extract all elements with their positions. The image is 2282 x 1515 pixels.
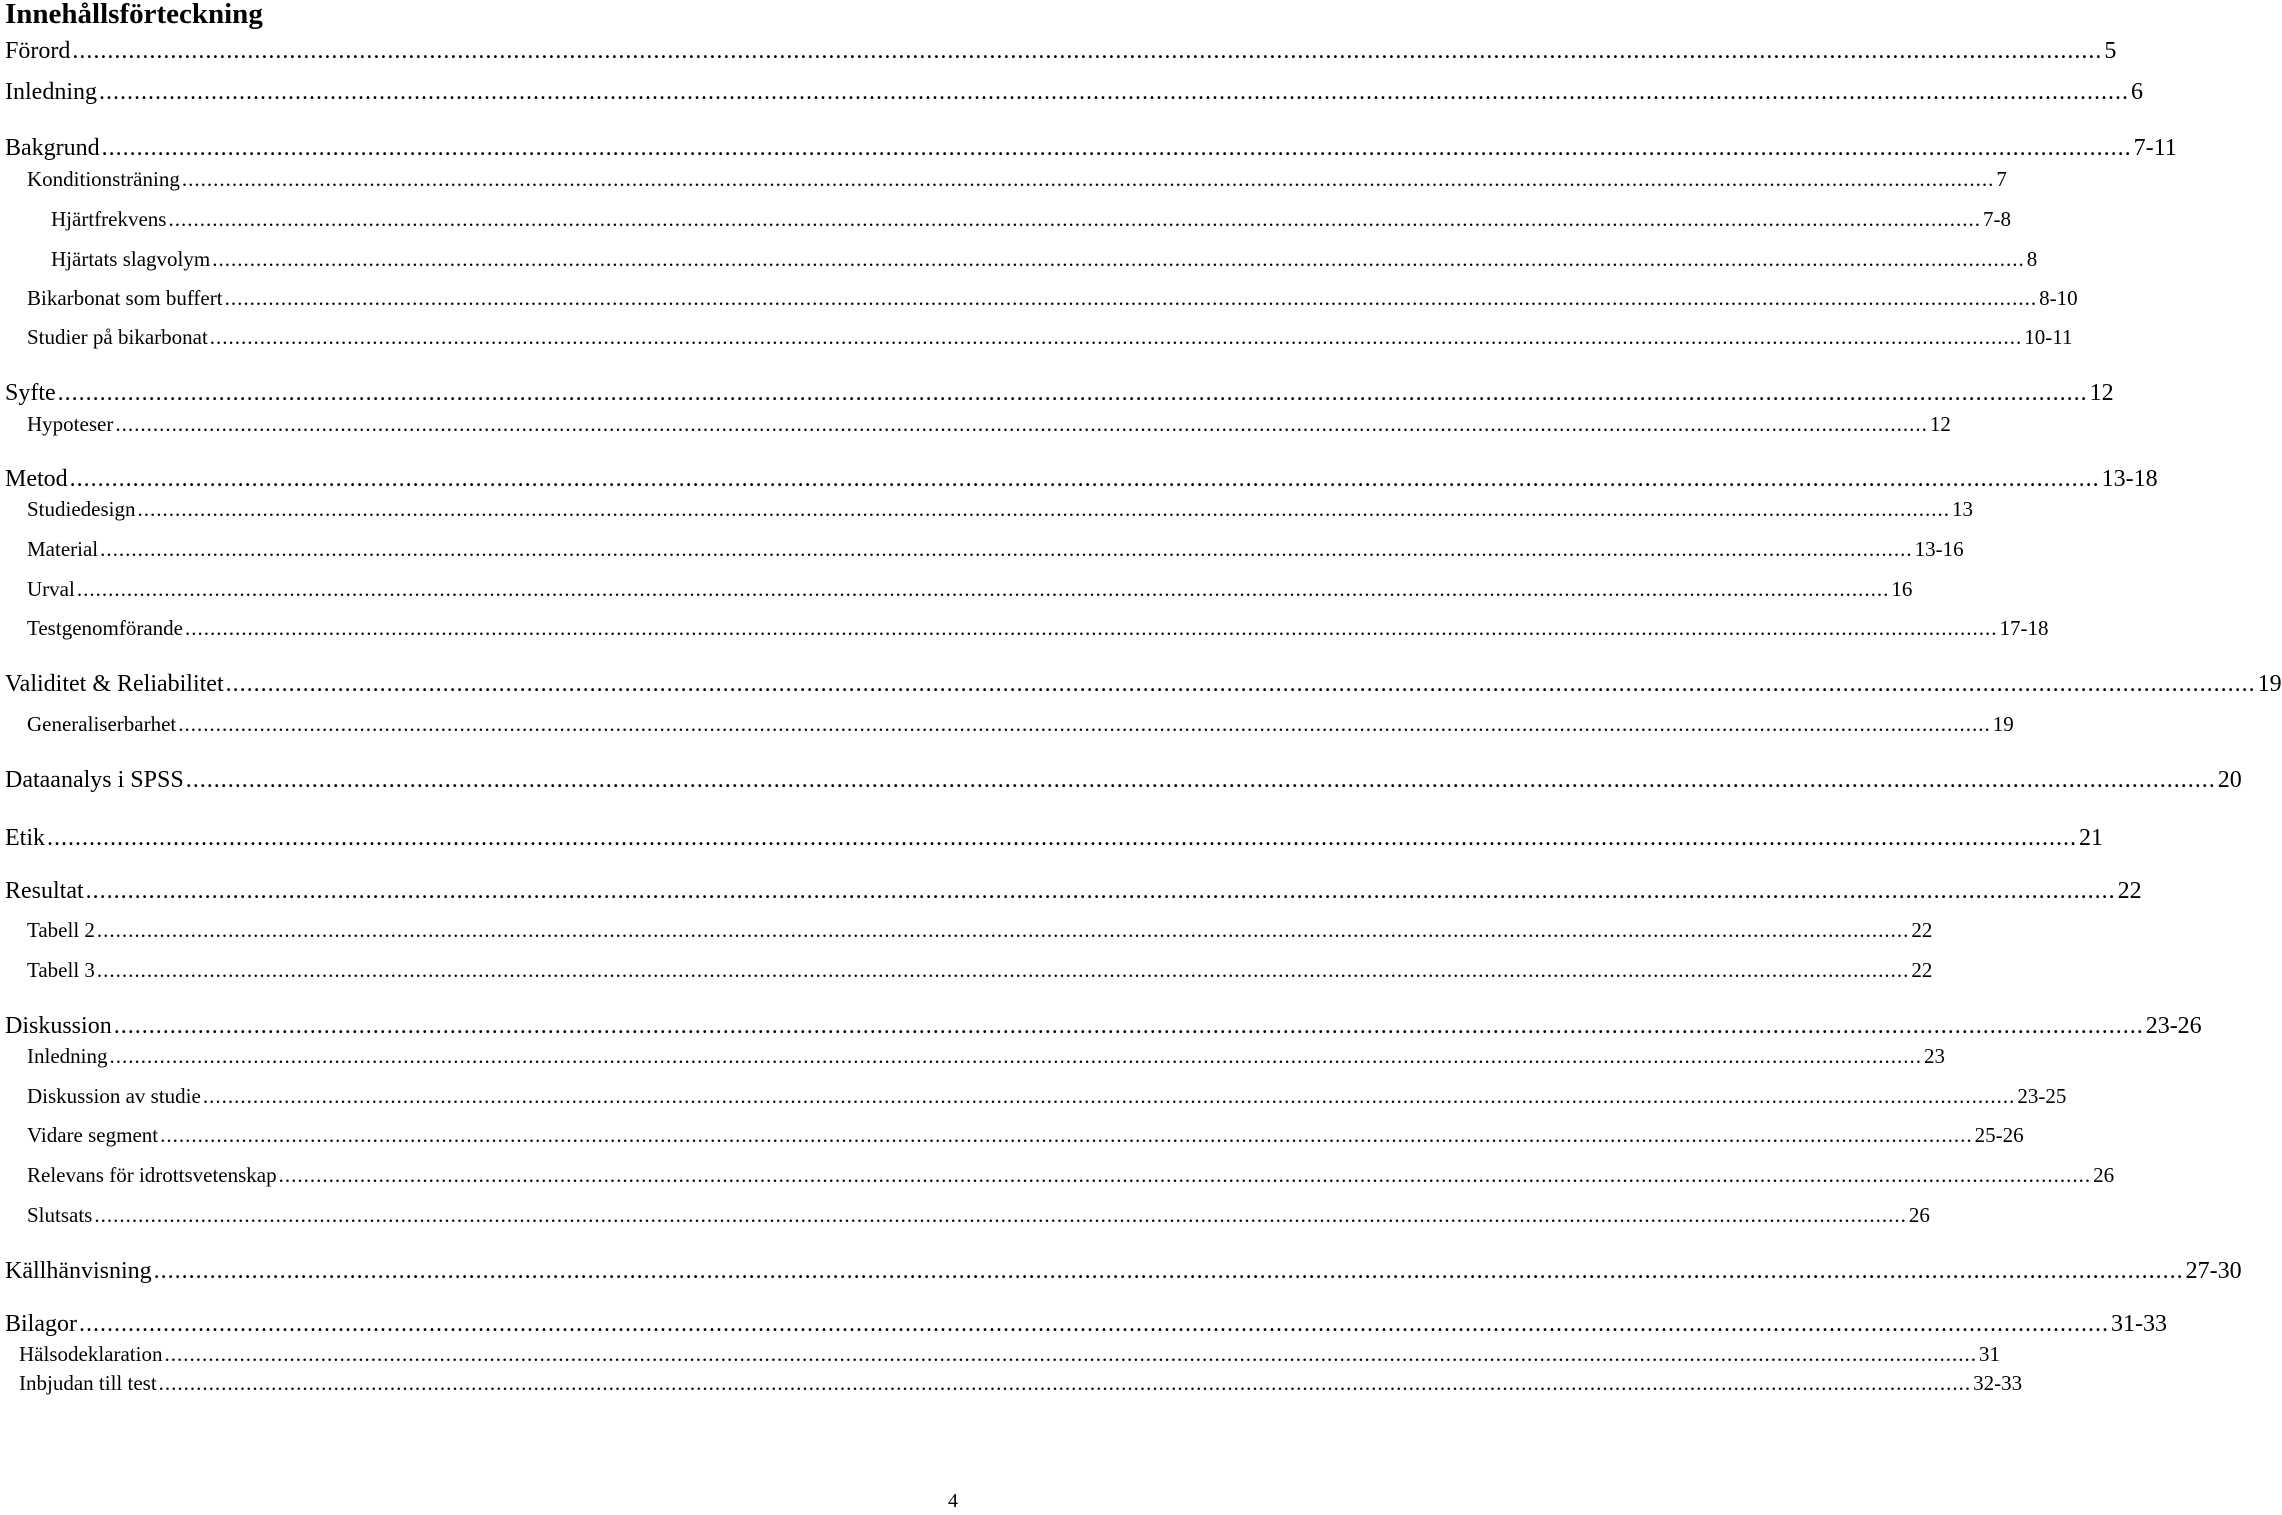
toc-leader-dots: .................................................................................................................................................................................................................................................................................................. <box>113 1013 2144 1039</box>
toc-entry[interactable] <box>27 496 1973 523</box>
toc-entry-label: Vidare segment <box>27 1123 159 1147</box>
toc-entry-page: 13 <box>1952 497 1973 521</box>
toc-entry-label: Validitet & Reliabilitet <box>5 671 224 697</box>
toc-entry-page: 7 <box>1996 167 2007 191</box>
toc-leader-dots: .................................................................................................................................................................................................................................................................................................. <box>72 38 2103 64</box>
toc-entry-label: Relevans för idrottsvetenskap <box>27 1163 277 1187</box>
toc-title: Innehållsförteckning <box>5 0 263 30</box>
toc-entry[interactable] <box>5 36 2117 66</box>
toc-leader-dots: .................................................................................................................................................................................................................................................................................................. <box>202 1084 2016 1108</box>
toc-entry-label: Hypoteser <box>27 412 114 436</box>
toc-entry-label: Etik <box>5 825 45 851</box>
toc-entry[interactable] <box>27 576 1913 603</box>
toc-entry-page: 13-18 <box>2101 466 2158 492</box>
toc-entry-label: Konditionsträning <box>27 167 180 191</box>
toc-entry-page: 12 <box>2089 380 2114 406</box>
toc-entry-page: 22 <box>2117 878 2142 904</box>
toc-entry-page: 7-11 <box>2133 135 2177 161</box>
toc-entry[interactable] <box>5 378 2114 408</box>
toc-leader-dots: .................................................................................................................................................................................................................................................................................................. <box>76 577 1890 601</box>
toc-entry-label: Resultat <box>5 878 84 904</box>
toc-entry-page: 17-18 <box>1999 616 2049 640</box>
toc-leader-dots: .................................................................................................................................................................................................................................................................................................. <box>224 286 2038 310</box>
toc-entry[interactable] <box>5 669 2282 699</box>
page-number: 4 <box>948 1490 958 1512</box>
toc-entry-page: 6 <box>2130 79 2143 105</box>
toc-entry-label: Källhänvisning <box>5 1258 152 1284</box>
toc-entry-page: 31 <box>1978 1342 2000 1366</box>
toc-leader-dots: .................................................................................................................................................................................................................................................................................................. <box>96 958 1910 982</box>
toc-entry-label: Bikarbonat som buffert <box>27 286 223 310</box>
toc-entry-page: 19 <box>1992 712 2014 736</box>
toc-entry[interactable] <box>5 77 2143 107</box>
toc-leader-dots: .................................................................................................................................................................................................................................................................................................. <box>225 671 2256 697</box>
toc-entry[interactable] <box>19 1370 2023 1397</box>
toc-leader-dots: .................................................................................................................................................................................................................................................................................................. <box>153 1258 2184 1284</box>
toc-leader-dots: .................................................................................................................................................................................................................................................................................................. <box>185 767 2216 793</box>
toc-entry[interactable] <box>27 957 1933 984</box>
toc-leader-dots: .................................................................................................................................................................................................................................................................................................. <box>115 412 1928 436</box>
toc-entry-page: 10-11 <box>2024 325 2073 349</box>
toc-entry-page: 8 <box>2026 247 2038 271</box>
toc-entry[interactable] <box>27 1043 1945 1070</box>
toc-entry-page: 19 <box>2257 671 2282 697</box>
toc-leader-dots: .................................................................................................................................................................................................................................................................................................. <box>85 878 2116 904</box>
toc-leader-dots: .................................................................................................................................................................................................................................................................................................. <box>79 1311 2109 1337</box>
toc-entry[interactable] <box>5 876 2142 906</box>
toc-entry-label: Diskussion <box>5 1013 112 1039</box>
toc-entry-label: Material <box>27 537 99 561</box>
toc-leader-dots: .................................................................................................................................................................................................................................................................................................. <box>109 1044 1922 1068</box>
toc-entry-label: Bakgrund <box>5 135 100 161</box>
toc-entry-label: Inledning <box>27 1044 108 1068</box>
toc-entry-page: 7-8 <box>1982 207 2011 231</box>
toc-leader-dots: .................................................................................................................................................................................................................................................................................................. <box>164 1342 1977 1366</box>
toc-leader-dots: .................................................................................................................................................................................................................................................................................................. <box>212 247 2025 271</box>
toc-entry-label: Syfte <box>5 380 56 406</box>
toc-entry[interactable] <box>5 823 2103 853</box>
toc-entry[interactable] <box>27 285 2078 312</box>
toc-entry-label: Slutsats <box>27 1203 93 1227</box>
toc-entry-page: 12 <box>1929 412 1951 436</box>
toc-entry-page: 5 <box>2104 38 2117 64</box>
toc-leader-dots: .................................................................................................................................................................................................................................................................................................. <box>57 380 2088 406</box>
toc-entry-page: 16 <box>1891 577 1913 601</box>
toc-entry-page: 31-33 <box>2111 1311 2167 1337</box>
toc-entry-label: Diskussion av studie <box>27 1084 201 1108</box>
toc-leader-dots: .................................................................................................................................................................................................................................................................................................. <box>160 1123 1973 1147</box>
toc-entry[interactable] <box>51 246 2038 273</box>
toc-entry-page: 27-30 <box>2185 1258 2242 1284</box>
toc-leader-dots: .................................................................................................................................................................................................................................................................................................. <box>101 135 2132 161</box>
toc-entry[interactable] <box>19 1341 2000 1368</box>
toc-entry-page: 20 <box>2217 767 2242 793</box>
toc-entry[interactable] <box>27 324 2073 351</box>
toc-entry-page: 22 <box>1911 958 1933 982</box>
toc-entry-page: 22 <box>1911 918 1933 942</box>
toc-entry-page: 23 <box>1923 1044 1945 1068</box>
toc-leader-dots: .................................................................................................................................................................................................................................................................................................. <box>278 1163 2092 1187</box>
toc-entry-page: 26 <box>2093 1163 2115 1187</box>
toc-entry-page: 23-26 <box>2145 1013 2202 1039</box>
toc-entry[interactable] <box>27 166 2007 193</box>
toc-entry[interactable] <box>5 1309 2167 1339</box>
toc-leader-dots: .................................................................................................................................................................................................................................................................................................. <box>168 207 1981 231</box>
toc-leader-dots: .................................................................................................................................................................................................................................................................................................. <box>181 167 1995 191</box>
toc-entry-page: 25-26 <box>1974 1123 2024 1147</box>
toc-entry-label: Hjärtats slagvolym <box>51 247 211 271</box>
toc-entry[interactable] <box>5 1011 2202 1041</box>
toc-leader-dots: .................................................................................................................................................................................................................................................................................................. <box>158 1371 1972 1395</box>
toc-entry-page: 32-33 <box>1973 1371 2023 1395</box>
toc-entry-page: 23-25 <box>2017 1084 2067 1108</box>
toc-entry-label: Förord <box>5 38 71 64</box>
toc-entry[interactable] <box>27 536 1964 563</box>
toc-entry[interactable] <box>5 464 2158 494</box>
toc-entry[interactable] <box>51 206 2011 233</box>
toc-entry[interactable] <box>5 133 2177 163</box>
toc-entry-page: 21 <box>2079 825 2103 851</box>
toc-entry-page: 8-10 <box>2039 286 2078 310</box>
toc-entry-label: Hälsodeklaration <box>19 1342 163 1366</box>
toc-entry[interactable] <box>5 1256 2242 1286</box>
toc-entry[interactable] <box>27 411 1951 438</box>
toc-leader-dots: .................................................................................................................................................................................................................................................................................................. <box>94 1203 1907 1227</box>
toc-entry-label: Tabell 3 <box>27 958 95 982</box>
toc-entry-label: Generaliserbarhet <box>27 712 177 736</box>
toc-entry-label: Metod <box>5 466 68 492</box>
toc-entry-label: Studiedesign <box>27 497 136 521</box>
toc-entry-label: Tabell 2 <box>27 918 95 942</box>
toc-leader-dots: .................................................................................................................................................................................................................................................................................................. <box>100 537 1913 561</box>
toc-leader-dots: .................................................................................................................................................................................................................................................................................................. <box>47 825 2077 851</box>
toc-entry[interactable] <box>5 765 2242 795</box>
toc-entry-label: Hjärtfrekvens <box>51 207 167 231</box>
toc-leader-dots: .................................................................................................................................................................................................................................................................................................. <box>209 325 2023 349</box>
toc-leader-dots: .................................................................................................................................................................................................................................................................................................. <box>137 497 1950 521</box>
toc-leader-dots: .................................................................................................................................................................................................................................................................................................. <box>178 712 1991 736</box>
toc-entry[interactable] <box>27 615 2049 642</box>
toc-entry[interactable] <box>27 917 1933 944</box>
toc-leader-dots: .................................................................................................................................................................................................................................................................................................. <box>96 918 1910 942</box>
toc-entry-label: Bilagor <box>5 1311 77 1337</box>
toc-leader-dots: .................................................................................................................................................................................................................................................................................................. <box>98 79 2129 105</box>
toc-entry[interactable] <box>27 711 2014 738</box>
toc-entry[interactable] <box>27 1202 1930 1229</box>
toc-entry-label: Testgenomförande <box>27 616 183 640</box>
toc-leader-dots: .................................................................................................................................................................................................................................................................................................. <box>184 616 1998 640</box>
toc-leader-dots: .................................................................................................................................................................................................................................................................................................. <box>69 466 2100 492</box>
toc-entry-label: Dataanalys i SPSS <box>5 767 184 793</box>
toc-entry[interactable] <box>27 1083 2067 1110</box>
toc-entry-label: Inbjudan till test <box>19 1371 157 1395</box>
toc-entry-label: Studier på bikarbonat <box>27 325 208 349</box>
toc-entry-page: 26 <box>1908 1203 1930 1227</box>
toc-entry-label: Inledning <box>5 79 97 105</box>
toc-entry-page: 13-16 <box>1914 537 1964 561</box>
toc-entry[interactable] <box>27 1122 2024 1149</box>
toc-entry[interactable] <box>27 1162 2115 1189</box>
toc-entry-label: Urval <box>27 577 75 601</box>
